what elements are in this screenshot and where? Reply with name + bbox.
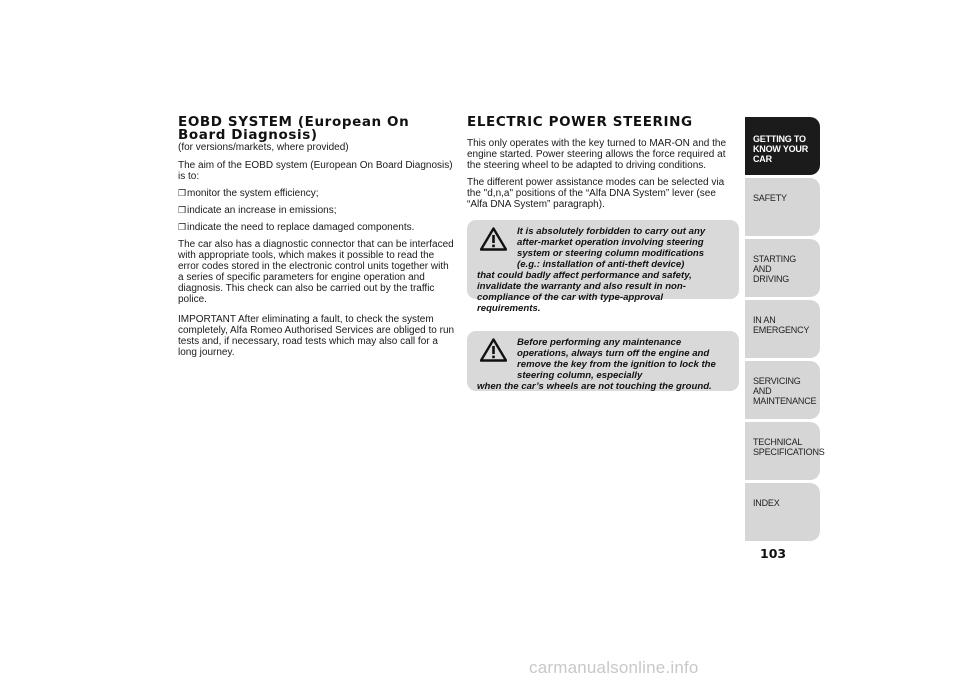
- power-steering-heading: ELECTRIC POWER STEERING: [467, 114, 693, 130]
- tab-label: SAFETY: [753, 193, 787, 203]
- power-steering-section: [467, 116, 739, 391]
- eobd-paragraph-important: IMPORTANT After eliminating a fault, to check the system completely, Alfa Romeo Authorised Services are obliged to run tests and, if necessary, road tests which may also call for a long journey.: [178, 314, 455, 358]
- eobd-paragraph-connector: The car also has a diagnostic connector that can be interfaced with appropriate tools, which makes it possible to read the error codes stored in the electronic control units together with a series of specific parameters for engine operation and diagnosis. This check can also be carried out by the traffic police.: [178, 239, 454, 305]
- list-item-text: monitor the system efficiency;: [187, 188, 319, 199]
- tab-label: DRIVING: [753, 274, 790, 284]
- power-steering-paragraph-2: The different power assistance modes can be selected via the "d,n,a" positions of the “Alfa DNA System” lever (see “Alfa DNA System” paragraph).: [467, 177, 725, 210]
- eobd-intro: The aim of the EOBD system (European On Board Diagnosis) is to:: [178, 160, 453, 182]
- checkbox-bullet-icon: ❒: [178, 188, 187, 198]
- warning-text-lead: Before performing any maintenance operations, always turn off the engine and remove the key from the ignition to lock the steering column, especially: [517, 337, 716, 381]
- tab-label: SERVICING AND: [753, 376, 801, 396]
- tab-label: TECHNICAL: [753, 437, 803, 447]
- warning-text: [477, 226, 729, 314]
- list-item: [178, 188, 456, 199]
- warning-triangle-icon: [480, 338, 507, 362]
- list-item-text: indicate the need to replace damaged components.: [187, 222, 415, 233]
- list-item: [178, 205, 456, 216]
- checkbox-bullet-icon: ❒: [178, 222, 187, 232]
- tab-label: STARTING AND: [753, 254, 797, 274]
- tab-label: SPECIFICATIONS: [753, 447, 825, 457]
- warning-box-steering-modification: [467, 220, 739, 314]
- warning-text: [477, 337, 729, 392]
- tab-label: INDEX: [753, 498, 780, 508]
- eobd-subtitle: (for versions/markets, where provided): [178, 142, 349, 153]
- tab-technical-specifications[interactable]: [745, 422, 825, 480]
- tab-safety[interactable]: [745, 178, 820, 236]
- tab-in-an-emergency[interactable]: [745, 300, 820, 358]
- tab-label: MAINTENANCE: [753, 396, 817, 406]
- eobd-section: [178, 116, 456, 364]
- tab-label: KNOW YOUR CAR: [753, 144, 809, 164]
- warning-triangle-icon: [480, 227, 507, 251]
- list-item-text: indicate an increase in emissions;: [187, 205, 337, 216]
- tab-servicing-and-maintenance[interactable]: [745, 361, 820, 419]
- warning-box-maintenance: [467, 331, 739, 391]
- warning-text-lead: It is absolutely forbidden to carry out any after-market operation involving steering system or steering column modifications (e.g.: installation of anti-theft device): [517, 226, 706, 270]
- eobd-heading-line2: Board Diagnosis): [178, 127, 318, 143]
- eobd-heading-line1: EOBD SYSTEM (European On: [178, 114, 410, 130]
- warning-text-rest: when the car’s wheels are not touching the ground.: [477, 381, 712, 392]
- checkbox-bullet-icon: ❒: [178, 205, 187, 215]
- warning-text-rest: that could badly affect performance and safety, invalidate the warranty and also result in non-compliance of the car with type-approval requirements.: [477, 270, 692, 314]
- tab-getting-to-know-your-car[interactable]: [745, 117, 820, 175]
- power-steering-paragraph-1: This only operates with the key turned to MAR-ON and the engine started. Power steering allows the force required at the steering wheel to be adapted to driving conditions.: [467, 138, 727, 171]
- tab-index[interactable]: [745, 483, 820, 541]
- tab-label: GETTING TO: [753, 134, 806, 144]
- watermark: carmanualsonline.info: [529, 658, 699, 677]
- eobd-heading: [178, 116, 456, 142]
- list-item: [178, 222, 456, 233]
- page-number: 103: [760, 546, 787, 561]
- tab-starting-and-driving[interactable]: [745, 239, 820, 297]
- tab-label: IN AN EMERGENCY: [753, 315, 810, 335]
- chapter-tabs: [745, 117, 825, 544]
